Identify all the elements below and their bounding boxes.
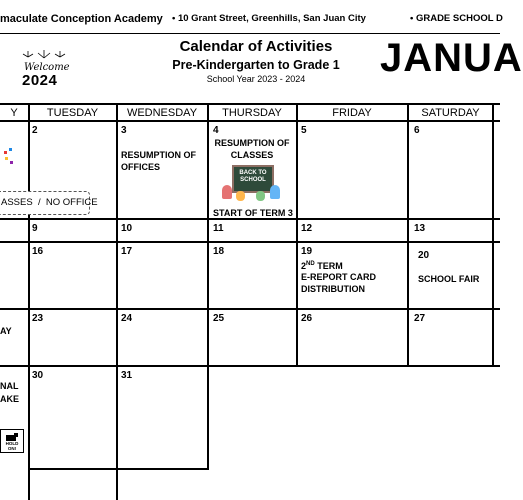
day-number: 20: [418, 250, 430, 261]
col-line: [296, 103, 298, 366]
day-number: 4: [213, 125, 219, 136]
grid-top-border: [0, 103, 500, 105]
school-year: School Year 2023 - 2024: [206, 74, 306, 84]
day-number: 19: [301, 246, 313, 257]
department-label: • GRADE SCHOOL D: [410, 13, 503, 24]
monday-event-fragment: AKE: [0, 394, 20, 404]
day-number: 6: [414, 125, 420, 136]
event-school-fair: SCHOOL FAIR: [418, 274, 480, 284]
student-icon: [222, 185, 232, 199]
col-line: [116, 103, 118, 500]
term-ordinal: ND: [306, 261, 315, 267]
day-number: 12: [301, 223, 313, 234]
monday-event-fragment: AY: [0, 326, 12, 336]
day-number: 3: [121, 125, 127, 136]
term-word: TERM: [317, 261, 343, 271]
dayname-tuesday: TUESDAY: [46, 107, 99, 119]
row-line: [0, 308, 500, 310]
day-number: 13: [414, 223, 426, 234]
header-divider: [0, 33, 500, 34]
day-number: 17: [121, 246, 133, 257]
dayname-friday: FRIDAY: [332, 107, 372, 119]
day-number: 18: [213, 246, 225, 257]
school-address: • 10 Grant Street, Greenhills, San Juan City: [172, 13, 366, 24]
student-icon: [256, 191, 265, 201]
dayname-row-border: [0, 120, 500, 122]
chalkboard-icon: [232, 165, 274, 193]
day-number: 2: [32, 125, 38, 136]
no-classes-note: [0, 191, 98, 215]
term-number: 2: [301, 261, 307, 271]
chalkboard-text: BACK TO SCHOOL: [239, 170, 267, 183]
school-header-bar: [0, 0, 503, 25]
event-ereport: E-REPORT CARD DISTRIBUTION: [301, 272, 377, 294]
day-number: 30: [32, 370, 44, 381]
welcome-year: 2024: [22, 72, 58, 89]
student-icon: [236, 191, 245, 201]
event-start-term: START OF TERM 3: [213, 208, 293, 218]
row-line: [28, 468, 209, 470]
day-number: 5: [301, 125, 307, 136]
dayname-saturday: SATURDAY: [421, 107, 480, 119]
back-to-school-illustration: [222, 165, 280, 201]
row-line: [0, 365, 500, 367]
day-number: 11: [213, 223, 224, 234]
calendar-subtitle: Pre-Kindergarten to Grade 1: [172, 58, 340, 72]
student-icon: [270, 185, 280, 199]
calendar-title-block: [156, 38, 356, 84]
day-number: 23: [32, 313, 44, 324]
welcome-text: Welcome: [24, 62, 70, 73]
dayname-wednesday: WEDNESDAY: [126, 107, 198, 119]
month-name: JANUA: [380, 36, 523, 80]
day-number: 26: [301, 313, 313, 324]
day-number: 31: [121, 370, 133, 381]
no-classes-text: ASSES / NO OFFICE: [1, 197, 98, 208]
school-name: maculate Conception Academy: [0, 13, 163, 25]
hold-on-text: HOLD ON!: [5, 441, 19, 451]
hold-on-sign: [0, 429, 24, 453]
calendar-title: Calendar of Activities: [179, 38, 333, 55]
day-number: 16: [32, 246, 44, 257]
col-line: [28, 103, 30, 500]
dayname-thursday: THURSDAY: [222, 107, 282, 119]
calendar-grid: [0, 103, 500, 500]
party-popper-icon: [2, 147, 14, 169]
col-line: [407, 103, 409, 366]
event-second-term: [301, 258, 405, 272]
event-resumption-offices: RESUMPTION OF OFFICES: [121, 150, 197, 172]
day-number: 9: [32, 223, 38, 234]
day-number: 10: [121, 223, 133, 234]
event-resumption-classes: RESUMPTION OF CLASSES: [214, 138, 290, 160]
day-number: 24: [121, 313, 133, 324]
row-line: [0, 241, 500, 243]
col-line: [492, 103, 494, 366]
welcome-2024-badge: [20, 54, 68, 94]
day-number: 27: [414, 313, 426, 324]
monday-event-fragment: NAL: [0, 381, 19, 391]
day-number: 25: [213, 313, 225, 324]
col-line: [207, 103, 209, 468]
dayname-monday: Y: [10, 107, 18, 119]
